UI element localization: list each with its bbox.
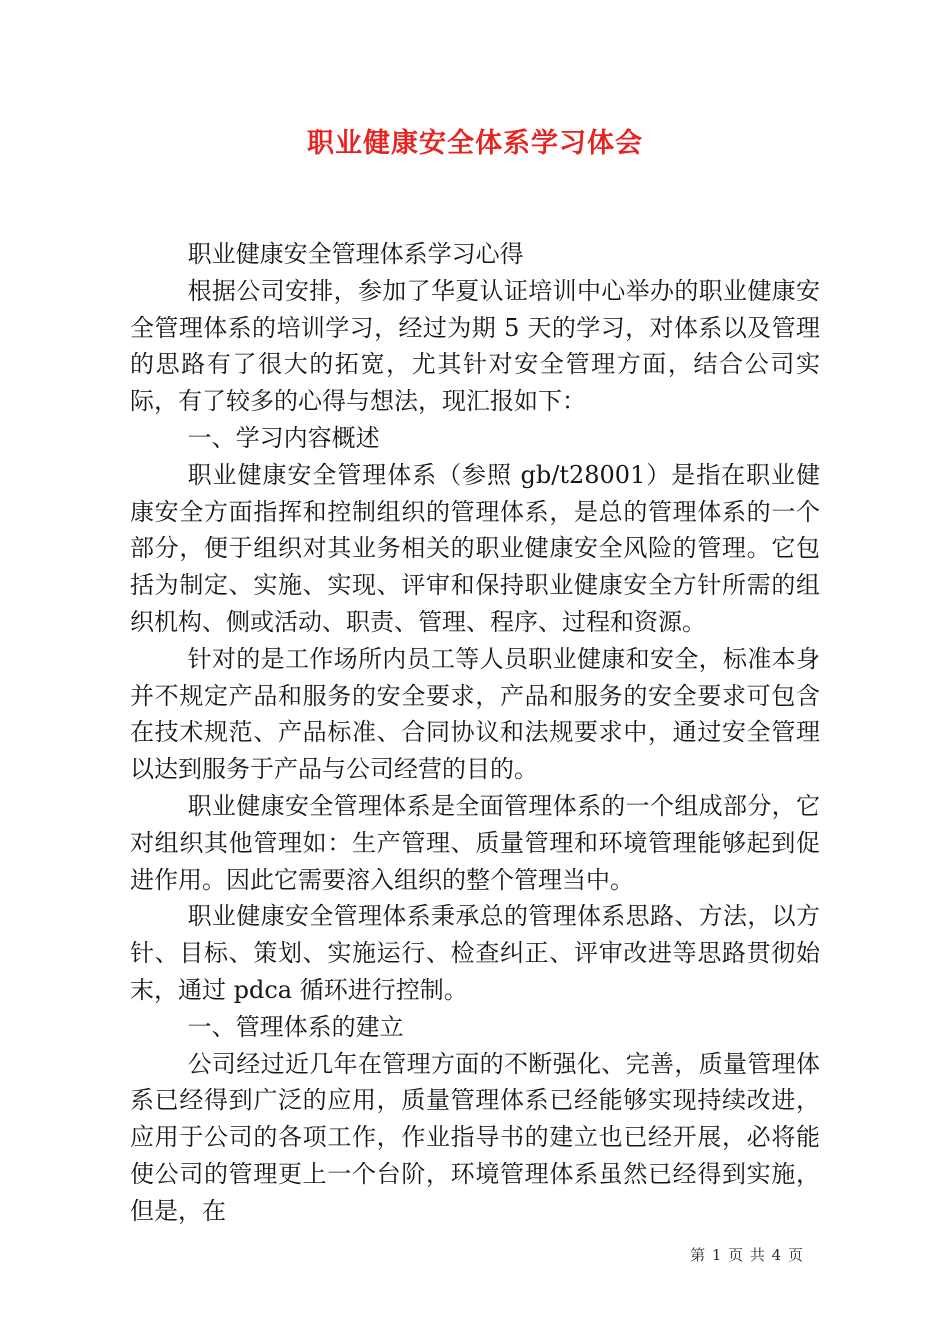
document-body [130,236,820,1230]
paragraph-integration: 职业健康安全管理体系是全面管理体系的一个组成部分，它对组织其他管理如：生产管理、质量管理和环境管理能够起到促进作用。因此它需要溶入组织的整个管理当中。 [130,791,820,894]
document-subtitle: 职业健康安全管理体系学习心得 [187,240,524,268]
document-title: 职业健康安全体系学习体会 [307,128,643,159]
paragraph-system-definition: 职业健康安全管理体系（参照 gb/t28001）是指在职业健康安全方面指挥和控制组织的管理体系，是总的管理体系的一个部分，便于组织对其业务相关的职业健康安全风险的管理。它包括为制定、实施、实现、评审和保持职业健康安全方针所需的组织机构、侧或活动、职责、管理、程序、过程和资源。 [130,460,820,636]
paragraph-scope: 针对的是工作场所内员工等人员职业健康和安全，标准本身并不规定产品和服务的安全要求，产品和服务的安全要求可包含在技术规范、产品标准、合同协议和法规要求中，通过安全管理以达到服务于产品与公司经营的目的。 [130,644,820,784]
paragraph-pdca: 职业健康安全管理体系秉承总的管理体系思路、方法，以方针、目标、策划、实施运行、检查纠正、评审改进等思路贯彻始末，通过 pdca 循环进行控制。 [130,902,820,1004]
paragraph-intro: 根据公司安排，参加了华夏认证培训中心举办的职业健康安全管理体系的培训学习，经过为期 5 天的学习，对体系以及管理的思路有了很大的拓宽，尤其针对安全管理方面，结合公司实际，有了较多的心得与想法，现汇报如下： [130,276,820,416]
paragraph-company-progress: 公司经过近几年在管理方面的不断强化、完善，质量管理体系已经得到广泛的应用，质量管理体系已经能够实现持续改进，应用于公司的各项工作，作业指导书的建立也已经开展，必将能使公司的管理更上一个台阶，环境管理体系虽然已经得到实施，但是，在 [130,1049,820,1225]
section-heading-system-establishment: 一、管理体系的建立 [187,1012,404,1041]
page-number-indicator: 第 1 页 共 4 页 [690,1246,804,1264]
section-heading-study-overview: 一、学习内容概述 [187,423,380,452]
